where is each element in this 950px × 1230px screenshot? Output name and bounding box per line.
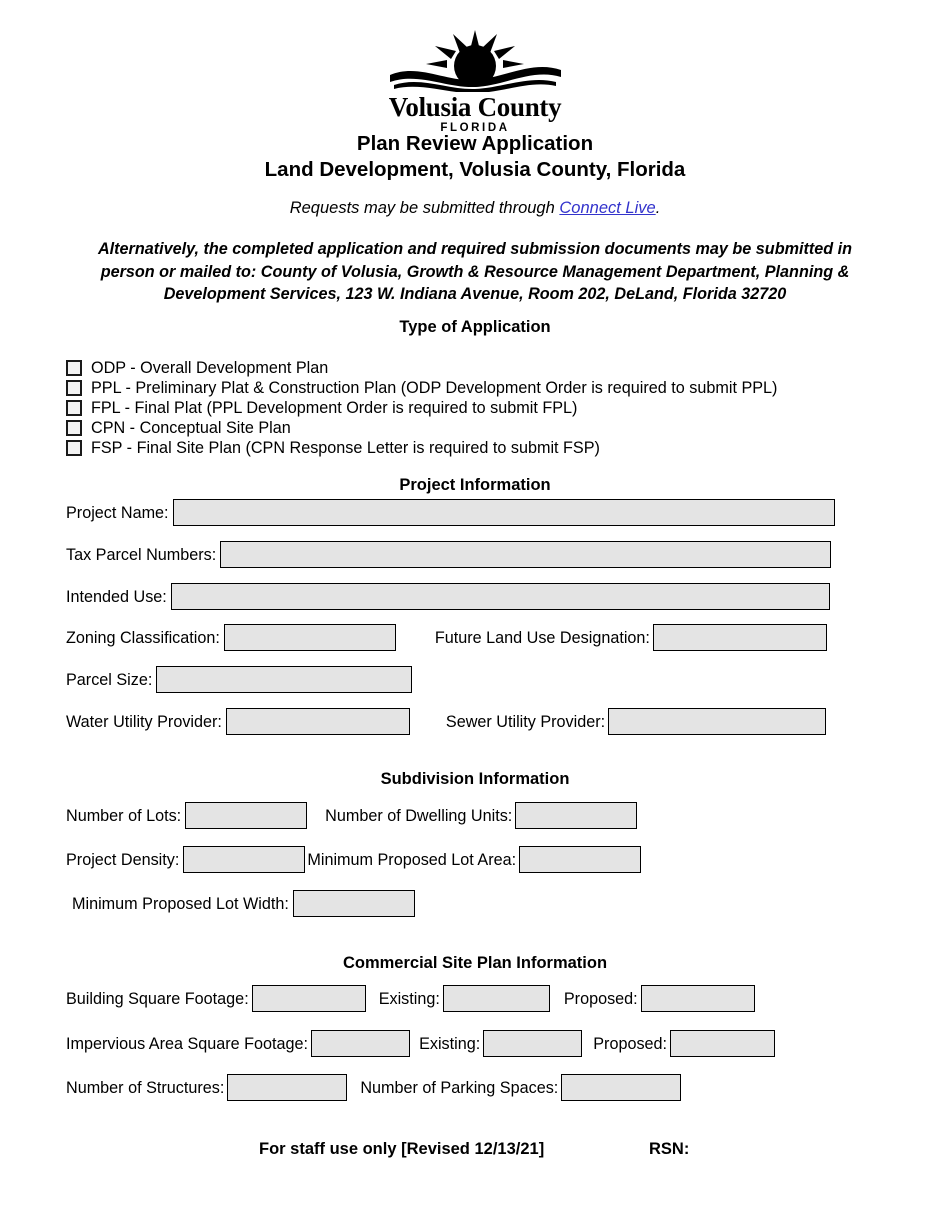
- checkbox-row-fpl[interactable]: [66, 398, 777, 418]
- label-project-name: Project Name:: [66, 503, 169, 522]
- input-number-of-dwelling-units[interactable]: [515, 802, 637, 829]
- input-zoning-classification[interactable]: [224, 624, 396, 651]
- field-row-intended-use: [66, 583, 830, 610]
- alternative-submission-note: Alternatively, the completed application and required submission documents may be submitted in person or mailed to: County of Volusia, Growth & Resource Management Department, Planning & Development Services, 123 W. Indiana Avenue, Room 202, DeLand, Florida 32720: [97, 240, 853, 303]
- checkbox-cpn[interactable]: [66, 420, 82, 436]
- input-intended-use[interactable]: [171, 583, 830, 610]
- input-water-utility-provider[interactable]: [226, 708, 410, 735]
- label-project-density: Project Density:: [66, 850, 180, 869]
- label-number-of-lots: Number of Lots:: [66, 806, 182, 825]
- logo-state-name: FLORIDA: [440, 122, 510, 134]
- volusia-county-logo: [0, 30, 950, 134]
- footer-rsn-label: RSN:: [649, 1140, 690, 1158]
- input-minimum-proposed-lot-area[interactable]: [519, 846, 641, 873]
- field-row-density-and-lot-area: [66, 846, 641, 873]
- label-zoning-classification: Zoning Classification:: [66, 628, 220, 647]
- input-building-proposed[interactable]: [641, 985, 755, 1012]
- input-parcel-size[interactable]: [156, 666, 412, 693]
- label-intended-use: Intended Use:: [66, 587, 167, 606]
- checkbox-label-fsp: FSP - Final Site Plan (CPN Response Letter is required to submit FSP): [91, 439, 600, 457]
- label-building-square-footage: Building Square Footage:: [66, 989, 249, 1008]
- footer-staff-use-text: For staff use only [Revised 12/13/21]: [259, 1140, 545, 1158]
- application-type-checkbox-group: [66, 358, 777, 458]
- field-row-minimum-lot-width: [72, 890, 415, 917]
- label-minimum-proposed-lot-area: Minimum Proposed Lot Area:: [307, 850, 517, 869]
- checkbox-ppl[interactable]: [66, 380, 82, 396]
- checkbox-fsp[interactable]: [66, 440, 82, 456]
- input-tax-parcel-numbers[interactable]: [220, 541, 831, 568]
- input-project-density[interactable]: [183, 846, 305, 873]
- input-future-land-use-designation[interactable]: [653, 624, 827, 651]
- label-building-existing: Existing:: [378, 989, 440, 1008]
- input-impervious-area-square-footage[interactable]: [311, 1030, 410, 1057]
- section-heading-type-of-application: Type of Application: [399, 318, 551, 336]
- checkbox-label-odp: ODP - Overall Development Plan: [91, 359, 329, 377]
- section-heading-subdivision-information: Subdivision Information: [380, 770, 570, 788]
- field-row-zoning-classification: [66, 624, 827, 651]
- label-sewer-utility-provider: Sewer Utility Provider:: [445, 712, 606, 731]
- label-building-proposed: Proposed:: [563, 989, 638, 1008]
- field-row-structures-and-parking: [66, 1074, 681, 1101]
- submission-note-suffix: .: [655, 199, 661, 217]
- checkbox-odp[interactable]: [66, 360, 82, 376]
- label-number-of-parking-spaces: Number of Parking Spaces:: [360, 1078, 559, 1097]
- label-future-land-use-designation: Future Land Use Designation:: [434, 628, 650, 647]
- label-minimum-proposed-lot-width: Minimum Proposed Lot Width:: [72, 894, 289, 913]
- page-title-line2: Land Development, Volusia County, Florida: [264, 158, 686, 181]
- label-parcel-size: Parcel Size:: [66, 670, 153, 689]
- field-row-parcel-size: [66, 666, 412, 693]
- logo-county-name: Volusia County: [388, 92, 562, 122]
- checkbox-fpl[interactable]: [66, 400, 82, 416]
- submission-note: [0, 199, 950, 218]
- input-number-of-parking-spaces[interactable]: [561, 1074, 681, 1101]
- checkbox-label-cpn: CPN - Conceptual Site Plan: [91, 419, 291, 437]
- checkbox-row-odp[interactable]: [66, 358, 777, 378]
- checkbox-row-cpn[interactable]: [66, 418, 777, 438]
- input-building-square-footage[interactable]: [252, 985, 366, 1012]
- checkbox-row-ppl[interactable]: [66, 378, 777, 398]
- label-impervious-existing: Existing:: [419, 1034, 481, 1053]
- sunrise-over-water-icon: [388, 30, 563, 92]
- submission-note-prefix: Requests may be submitted through: [289, 199, 560, 217]
- label-impervious-proposed: Proposed:: [593, 1034, 668, 1053]
- input-building-existing[interactable]: [443, 985, 550, 1012]
- input-project-name[interactable]: [173, 499, 835, 526]
- field-row-tax-parcel-numbers: [66, 541, 831, 568]
- input-number-of-structures[interactable]: [227, 1074, 347, 1101]
- page-title-line1: Plan Review Application: [356, 132, 594, 155]
- section-heading-project-information: Project Information: [399, 476, 551, 494]
- connect-live-link[interactable]: Connect Live: [559, 199, 656, 217]
- input-impervious-existing[interactable]: [483, 1030, 582, 1057]
- label-tax-parcel-numbers: Tax Parcel Numbers:: [66, 545, 217, 564]
- label-water-utility-provider: Water Utility Provider:: [66, 712, 222, 731]
- input-impervious-proposed[interactable]: [670, 1030, 775, 1057]
- checkbox-label-ppl: PPL - Preliminary Plat & Construction Plan (ODP Development Order is required to submit PPL): [91, 379, 778, 397]
- input-sewer-utility-provider[interactable]: [608, 708, 826, 735]
- label-impervious-area-square-footage: Impervious Area Square Footage:: [66, 1034, 309, 1053]
- input-number-of-lots[interactable]: [185, 802, 307, 829]
- checkbox-label-fpl: FPL - Final Plat (PPL Development Order is required to submit FPL): [91, 399, 578, 417]
- input-minimum-proposed-lot-width[interactable]: [293, 890, 415, 917]
- label-number-of-dwelling-units: Number of Dwelling Units:: [325, 806, 513, 825]
- checkbox-row-fsp[interactable]: [66, 438, 777, 458]
- field-row-lots-and-dwelling-units: [66, 802, 637, 829]
- field-row-utility-providers: [66, 708, 826, 735]
- field-row-building-square-footage: [66, 985, 755, 1012]
- section-heading-commercial-site-plan-information: Commercial Site Plan Information: [342, 954, 608, 972]
- label-number-of-structures: Number of Structures:: [66, 1078, 225, 1097]
- field-row-project-name: [66, 499, 835, 526]
- field-row-impervious-area-square-footage: [66, 1030, 775, 1057]
